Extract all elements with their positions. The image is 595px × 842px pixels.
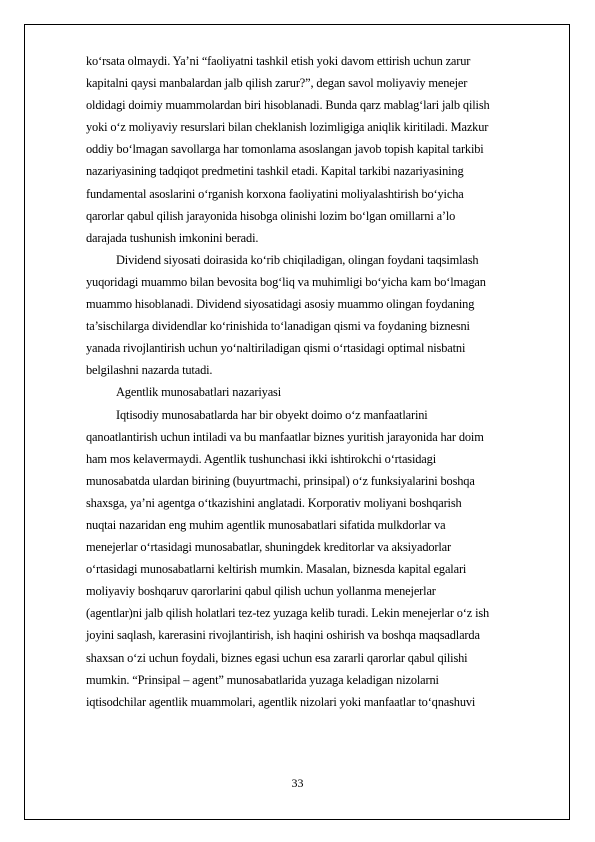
text-line: ko‘rsata olmaydi. Ya’ni “faoliyatni tashkil etish yoki davom ettirish uchun zarur <box>86 54 471 68</box>
text-line: nazariyasining tadqiqot predmetini tashkil etadi. Kapital tarkibi nazariyasining <box>86 164 464 179</box>
text-line: Iqtisodiy munosabatlarda har bir obyekt doimo o‘z manfaatlarini <box>116 407 428 422</box>
text-line: o‘rtasidagi munosabatlarni keltirish mumkin. Masalan, biznesda kapital egalari <box>86 562 467 577</box>
text-line: munosabatda ulardan birining (buyurtmachi, prinsipal) o‘z funksiyalarini boshqa <box>86 473 475 488</box>
text-line: oddiy bo‘lmagan savollarga har tomonlama asoslangan javob topish kapital tarkibi <box>86 142 484 157</box>
text-line: moliyaviy boshqaruv qarorlarini qabul qilish uchun yollanma menejerlar <box>86 584 436 599</box>
text-line: qarorlar qabul qilish jarayonida hisobga olinishi lozim bo‘lgan omillarni a’lo <box>86 208 456 223</box>
text-line: Dividend siyosati doirasida ko‘rib chiqiladigan, olingan foydani taqsimlash <box>116 252 479 267</box>
text-line: yanada rivojlantirish uchun yo‘naltiriladigan qismi o‘rtasidagi optimal nisbatni <box>86 341 466 356</box>
page-number: 33 <box>291 776 304 790</box>
text-line: ta’sischilarga dividendlar ko‘rinishida to‘lanadigan qismi va foydaning biznesni <box>86 319 470 334</box>
text-line: fundamental asoslarini o‘rganish korxona faoliyatini moliyalashtirish bo‘yicha <box>86 186 464 201</box>
text-line: (agentlar)ni jalb qilish holatlari tez-tez yuzaga kelib turadi. Lekin menejerlar o‘z ish <box>86 606 490 621</box>
text-line: qanoatlantirish uchun intiladi va bu manfaatlar biznes yuritish jarayonida har doim <box>86 429 484 444</box>
text-line: nuqtai nazaridan eng muhim agentlik munosabatlari sifatida mulkdorlar va <box>86 517 446 532</box>
text-line: yoki o‘z moliyaviy resurslari bilan cheklanish lozimligiga aniqlik kiritiladi. Mazkur <box>86 120 489 135</box>
text-line: shaxsan o‘zi uchun foydali, biznes egasi uchun esa zararli qarorlar qabul qilishi <box>86 650 468 665</box>
text-line: darajada tushunish imkonini beradi. <box>86 230 259 245</box>
text-line: shaxsga, ya’ni agentga o‘tkazishini anglatadi. Korporativ moliyani boshqarish <box>86 495 462 510</box>
text-line: iqtisodchilar agentlik muammolari, agentlik nizolari yoki manfaatlar to‘qnashuvi <box>86 694 476 709</box>
text-line: Agentlik munosabatlari nazariyasi <box>116 385 282 400</box>
text-line: ham mos kelavermaydi. Agentlik tushunchasi ikki ishtirokchi o‘rtasidagi <box>86 451 436 466</box>
text-line: yuqoridagi muammo bilan bevosita bog‘liq va muhimligi bo‘yicha kam bo‘lmagan <box>86 274 486 289</box>
body-text <box>86 50 561 713</box>
text-line: belgilashni nazarda tutadi. <box>86 363 213 378</box>
text-line: mumkin. “Prinsipal – agent” munosabatlarida yuzaga keladigan nizolarni <box>86 672 439 687</box>
text-line: kapitalni qaysi manbalardan jalb qilish zarur?”, degan savol moliyaviy menejer <box>86 76 468 91</box>
text-line: oldidagi doimiy muammolardan biri hisoblanadi. Bunda qarz mablag‘lari jalb qilish <box>86 98 490 113</box>
text-line: muammo hisoblanadi. Dividend siyosatidagi asosiy muammo olingan foydaning <box>86 297 475 312</box>
text-line: joyini saqlash, karerasini rivojlantirish, ish haqini oshirish va boshqa maqsadlarda <box>86 628 480 643</box>
text-line: menejerlar o‘rtasidagi munosabatlar, shuningdek kreditorlar va aksiyadorlar <box>86 540 452 555</box>
